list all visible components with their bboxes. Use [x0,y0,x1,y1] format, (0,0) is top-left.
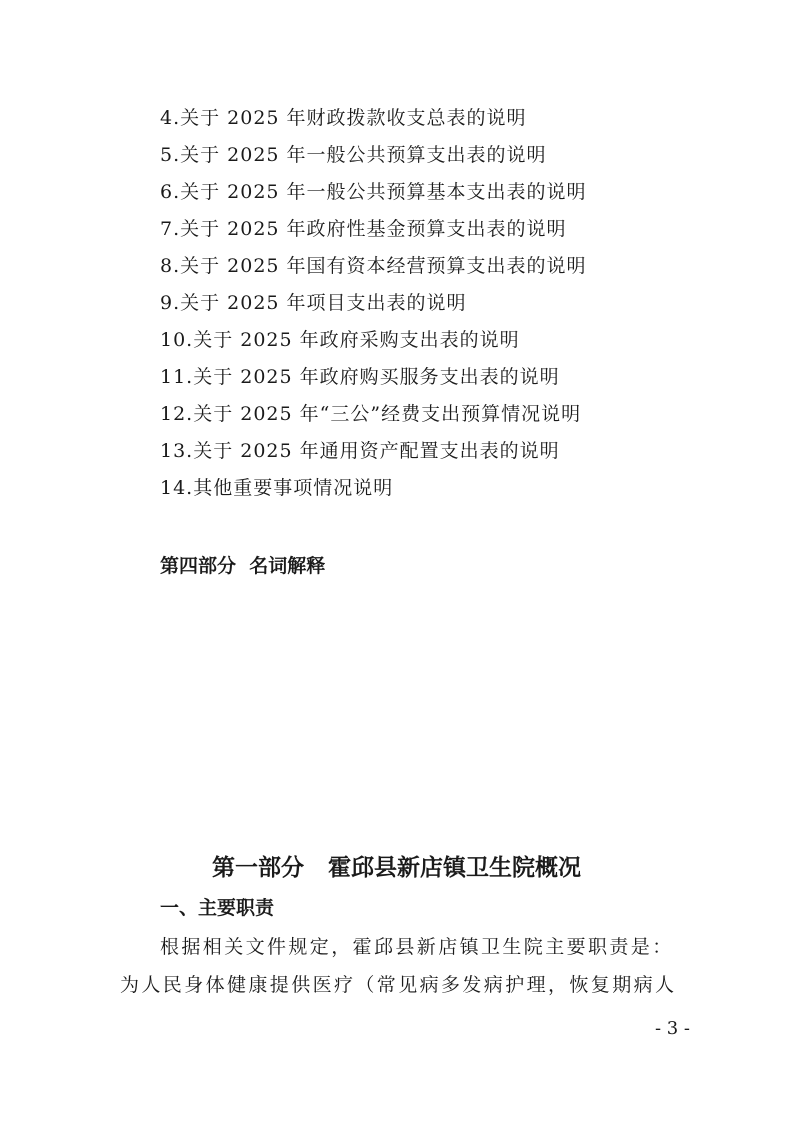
toc-item: 4.关于 2025 年财政拨款收支总表的说明 [160,107,527,129]
toc-item: 13.关于 2025 年通用资产配置支出表的说明 [160,440,560,462]
toc-item: 8.关于 2025 年国有资本经营预算支出表的说明 [160,255,587,277]
toc-item: 7.关于 2025 年政府性基金预算支出表的说明 [160,218,567,240]
page-number: - 3 - [654,1018,690,1039]
sub-heading: 一、主要职责 [160,897,275,919]
toc-item: 6.关于 2025 年一般公共预算基本支出表的说明 [160,181,587,203]
toc-item: 9.关于 2025 年项目支出表的说明 [160,292,467,314]
toc-item: 12.关于 2025 年“三公”经费支出预算情况说明 [160,403,582,425]
part-heading: 第四部分 名词解释 [160,555,326,577]
table-of-contents [160,100,587,507]
toc-item: 10.关于 2025 年政府采购支出表的说明 [160,329,520,351]
body-paragraph: 根据相关文件规定，霍邱县新店镇卫生院主要职责是：为人民身体健康提供医疗（常见病多发病护理，恢复期病人 [120,936,677,996]
section-title: 第一部分 霍邱县新店镇卫生院概况 [211,855,582,881]
toc-item: 11.关于 2025 年政府购买服务支出表的说明 [160,366,560,388]
toc-item: 5.关于 2025 年一般公共预算支出表的说明 [160,144,547,166]
toc-item: 14.其他重要事项情况说明 [160,477,394,499]
